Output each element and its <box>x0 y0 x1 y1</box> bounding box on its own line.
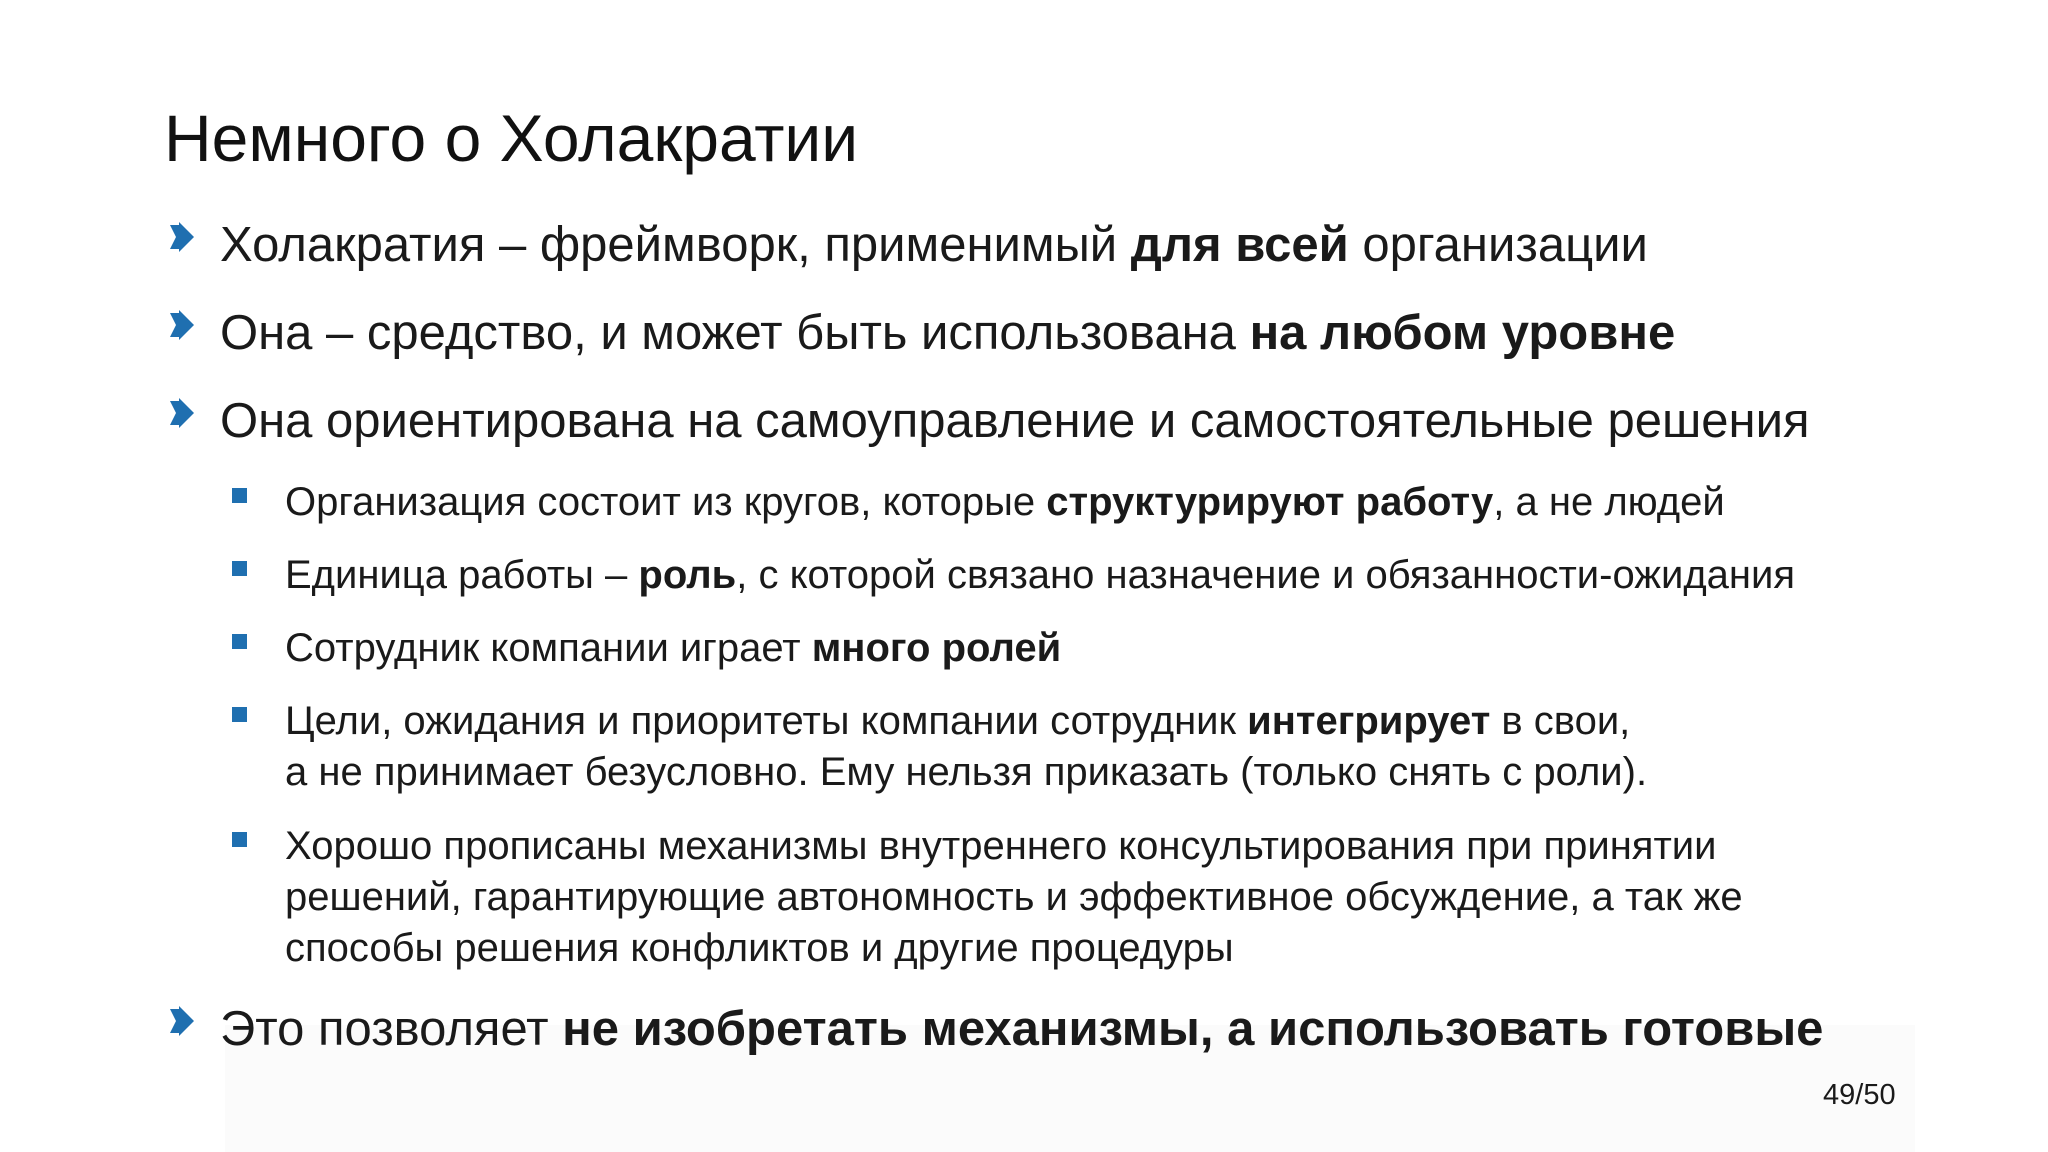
square-bullet-icon <box>232 634 247 649</box>
square-bullet-icon <box>232 488 247 503</box>
subbullet-4-line-2: а не принимает безусловно. Ему нельзя приказать (только снять с роли). <box>285 750 1648 794</box>
page-number: 49/50 <box>1823 1079 1896 1111</box>
subbullet-1-text: Организация состоит из кругов, которые <box>285 480 1047 524</box>
slide-title: Немного о Холакратии <box>164 101 859 175</box>
subbullet-4-text-end: в свои, <box>1490 699 1631 743</box>
arrow-right-icon <box>170 398 194 428</box>
bullet-4 <box>220 1000 1823 1058</box>
subbullet-5-line-1: Хорошо прописаны механизмы внутреннего консультирования при принятии <box>285 824 1717 868</box>
subbullet-1 <box>285 477 1725 528</box>
bullet-1-text-end: организации <box>1348 218 1648 272</box>
subbullet-4 <box>285 696 1630 747</box>
subbullet-2-bold: роль <box>638 553 737 597</box>
bullet-1 <box>220 216 1648 274</box>
subbullet-1-text-end: , а не людей <box>1493 480 1725 524</box>
subbullet-4-text: Цели, ожидания и приоритеты компании сотрудник <box>285 699 1248 743</box>
subbullet-2-text-end: , с которой связано назначение и обязанности-ожидания <box>736 553 1796 597</box>
arrow-right-icon <box>170 222 194 252</box>
subbullet-3 <box>285 623 1061 674</box>
subbullet-5-line-2: решений, гарантирующие автономность и эффективное обсуждение, а так же <box>285 875 1743 919</box>
bullet-3-text: Она ориентирована на самоуправление и самостоятельные решения <box>220 394 1810 448</box>
arrow-right-icon <box>170 1006 194 1036</box>
subbullet-2 <box>285 550 1795 601</box>
bullet-1-text: Холакратия – фреймворк, применимый <box>220 218 1131 272</box>
arrow-right-icon <box>170 310 194 340</box>
subbullet-3-text: Сотрудник компании играет <box>285 626 812 670</box>
bullet-1-bold: для всей <box>1130 218 1349 272</box>
bullet-4-text: Это позволяет <box>220 1002 563 1056</box>
square-bullet-icon <box>232 707 247 722</box>
square-bullet-icon <box>232 832 247 847</box>
subbullet-3-bold: много ролей <box>811 626 1062 670</box>
subbullet-1-bold: структурируют работу <box>1046 480 1494 524</box>
square-bullet-icon <box>232 561 247 576</box>
bullet-3 <box>220 392 1810 450</box>
bullet-2 <box>220 304 1675 362</box>
bullet-4-bold: не изобретать механизмы, а использовать готовые <box>562 1002 1824 1056</box>
bullet-2-bold: на любом уровне <box>1249 306 1676 360</box>
subbullet-2-text: Единица работы – <box>285 553 639 597</box>
subbullet-5-line-3: способы решения конфликтов и другие процедуры <box>285 926 1234 970</box>
subbullet-4-bold: интегрирует <box>1247 699 1491 743</box>
bullet-2-text: Она – средство, и может быть использована <box>220 306 1250 360</box>
